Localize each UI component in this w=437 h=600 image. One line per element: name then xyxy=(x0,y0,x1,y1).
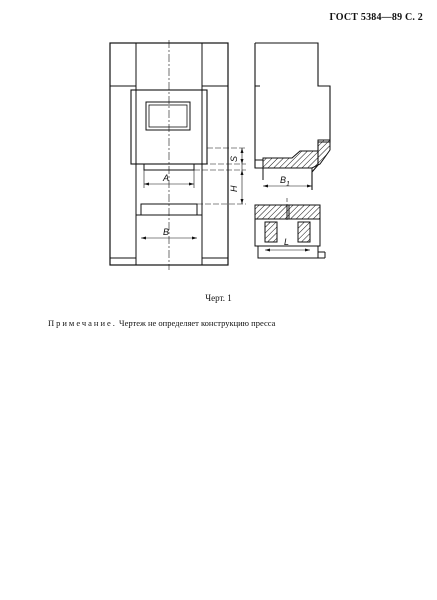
page-header: ГОСТ 5384—89 С. 2 xyxy=(329,12,423,23)
dim-label-h: H xyxy=(229,185,239,192)
dim-label-a: A xyxy=(163,173,170,183)
dim-label-b1: $B_1$ xyxy=(280,175,290,188)
note xyxy=(48,318,428,328)
front-view xyxy=(110,40,246,270)
ram-section xyxy=(263,140,330,168)
slide-window xyxy=(146,102,190,130)
press-drawing xyxy=(0,0,437,280)
dim-label-b: B xyxy=(163,227,170,237)
dim-label-l: L xyxy=(284,237,290,247)
figure-caption: Черт. 1 xyxy=(205,293,232,303)
dim-label-s: S xyxy=(229,155,239,162)
note-text: Чертеж не определяет конструкцию пресса xyxy=(116,318,276,328)
side-view xyxy=(255,43,330,258)
note-label: Примечание. xyxy=(48,318,117,328)
